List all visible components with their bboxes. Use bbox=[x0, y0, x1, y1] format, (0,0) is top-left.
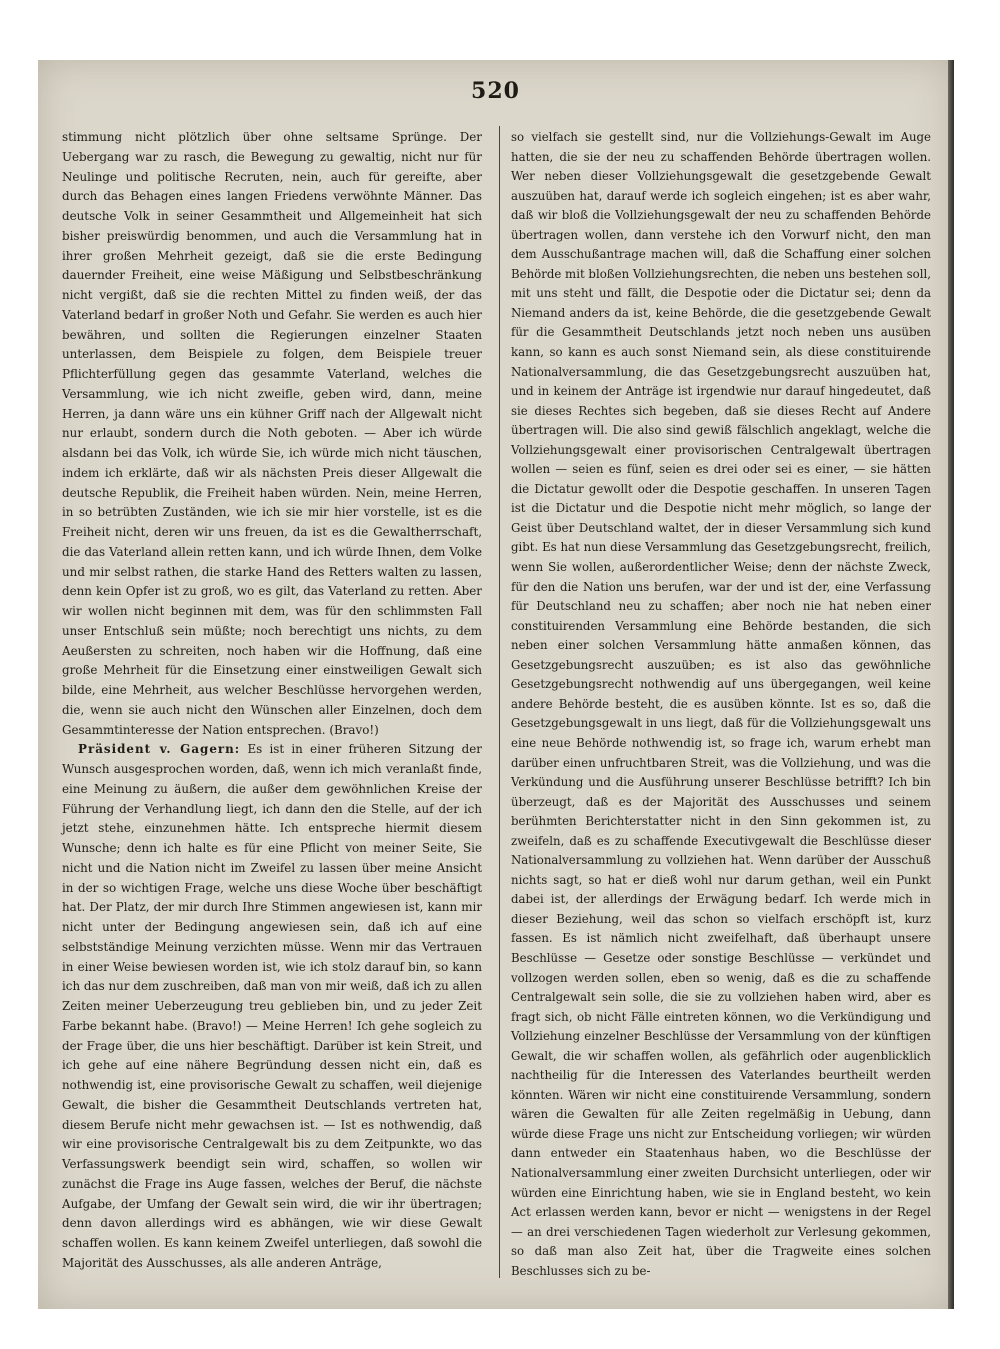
book-spine-edge bbox=[948, 60, 954, 1309]
speaker-text: Es ist in einer früheren Sitzung der Wunsch ausgesprochen worden, daß, wenn ich mich veranlaßt finde, eine Meinung zu äußern, die außer dem gewöhnlichen Kreise der Führung der Verhandlung liegt, ich dann den die Stelle, auf der ich jetzt stehe, einzunehmen hätte. Ich entspreche hiermit diesem Wunsche; denn ich halte es für eine Pflicht von meiner Seite, Sie nicht und die Nation nicht im Zweifel zu lassen über meine Ansicht in der so wichtigen Frage, welche uns diese Woche über beschäftigt hat. Der Platz, der mir durch Ihre Stimmen angewiesen ist, kann mir nicht unter der Bedingung angewiesen sein, daß ich auf eine selbstständige Meinung verzichten müsse. Wenn mir das Vertrauen in einer Weise bewiesen worden ist, wie ich stolz darauf bin, so kann ich das nur dem zuschreiben, daß man von mir weiß, daß ich zu allen Zeiten meiner Ueberzeugung treu geblieben bin, und zu jeder Zeit Farbe bekannt habe. (Bravo!) — Meine Herren! Ich gehe sogleich zu der Frage über, die uns hier beschäftigt. Darüber ist kein Streit, und ich gehe auf eine nähere Begründung dessen nicht ein, daß es nothwendig ist, eine provisorische Gewalt zu schaffen, weil diejenige Gewalt, die bisher die Gesammtheit Deutschlands vertreten hat, diesem Berufe nicht mehr gewachsen ist. — Ist es nothwendig, daß wir eine provisorische Centralgewalt bis zu dem Zeitpunkte, wo das Verfassungswerk beendigt sein wird, schaffen, so wollen wir zunächst die Frage ins Auge fassen, welches der Beruf, die nächste Aufgabe, der Umfang der Gewalt sein wird, die wir ihr übertragen; denn davon allerdings wird es abhängen, wie wir diese Gewalt schaffen wollen. Es kann keinem Zweifel unterliegen, daß sowohl die Majorität des Ausschusses, als alle anderen Anträge, bbox=[62, 742, 482, 1270]
left-column bbox=[62, 128, 482, 1298]
page-number: 520 bbox=[471, 78, 520, 104]
right-paragraph: so vielfach sie gestellt sind, nur die Vollziehungs-Gewalt im Auge hatten, die sie der neu zu schaffenden Behörde übertragen wollen. Wer neben dieser Vollziehungsgewalt die gesetzgebende Gewalt auszuüben hat, darauf werde ich sogleich eingehen; ist es aber wahr, daß wir bloß die Vollziehungsgewalt der neu zu schaffenden Behörde übertragen wollen, dann verstehe ich den Vorwurf nicht, den man dem Ausschußantrage machen will, daß die Schaffung einer solchen Behörde mit bloßen Vollziehungsrechten, die neben uns bestehen soll, mit uns steht und fällt, die Despotie oder die Dictatur sei; denn da Niemand anders da ist, keine Behörde, die die gesetzgebende Gewalt für die Gesammtheit Deutschlands jetzt noch neben uns ausüben kann, so kann es auch sonst Niemand sein, als diese constituirende Nationalversammlung, die das Gesetzgebungsrecht auszuüben hat, und in keinem der Anträge ist irgendwie nur darauf hingedeutet, daß sie dieses Rechtes sich begeben, daß sie dieses Recht auf Andere übertragen will. Die also sind gewiß fälschlich angeklagt, welche die Vollziehungsgewalt einer provisorischen Centralgewalt übertragen wollen — seien es fünf, seien es drei oder sei es einer, — sie hätten die Dictatur gewollt oder die Despotie geschaffen. In unseren Tagen ist die Dictatur und die Despotie nicht mehr möglich, so lange der Geist über Deutschland waltet, der in dieser Versammlung sich kund gibt. Es hat nun diese Versammlung das Gesetzgebungsrecht, freilich, wenn Sie wollen, außerordentlicher Weise; denn der nächste Zweck, für den die Nation uns berufen, war der und ist der, eine Verfassung für Deutschland neu zu schaffen; aber noch nie hat neben einer constituirenden Versammlung eine Behörde bestanden, die sich neben einer solchen Versammlung hätte anmaßen können, das Gesetzgebungsrecht auszuüben; es ist also das gewöhnliche Gesetzgebungsrecht nothwendig auf uns übergegangen, weil keine andere Behörde besteht, die es ausüben könnte. Ist es so, daß die Gesetzgebungsgewalt in uns liegt, daß für die Vollziehungsgewalt uns eine neue Behörde nothwendig ist, so frage ich, warum erhebt man darüber einen unfruchtbaren Streit, was die Vollziehung, und was die Verkündung und die Ausführung unserer Beschlüsse betrifft? Ich bin überzeugt, daß es der Majorität des Ausschusses und seinem berühmten Berichterstatter nicht in den Sinn gekommen ist, zu zweifeln, daß es zu schaffende Executivgewalt die Beschlüsse dieser Nationalversammlung zu vollziehen hat. Wenn darüber der Ausschuß nichts sagt, so hat er dieß wohl nur darum gethan, weil ein Punkt dabei ist, der allerdings der Erwägung bedarf. Ich werde mich in dieser Beziehung, weil das schon so vielfach erschöpft ist, kurz fassen. Es ist nämlich nicht zweifelhaft, daß überhaupt unsere Beschlüsse — Gesetze oder sonstige Beschlüsse — verkündet und vollzogen werden sollen, eben so wenig, daß es die zu schaffende Centralgewalt sein solle, die sie zu vollziehen haben wird, aber es fragt sich, ob nicht Fälle eintreten können, wo die Verkündigung und Vollziehung einzelner Beschlüsse der Versammlung von der künftigen Gewalt, die wir schaffen wollen, als gefährlich oder augenblicklich nachtheilig für die Interessen des Vaterlandes beurtheilt werden könnten. Wären wir nicht eine constituirende Versammlung, sondern wären die Gewalten für alle Zeiten regelmäßig in Uebung, dann würde diese Frage uns nicht zur Entscheidung vorliegen; wir würden dann entweder ein Staatenhaus haben, wo die Beschlüsse der Nationalversammlung einer zweiten Durchsicht unterliegen, oder wir würden eine Einrichtung haben, wie sie in England besteht, wo kein Act erlassen werden kann, bevor er nicht — wenigstens in der Regel — an drei verschiedenen Tagen wiederholt zur Verlesung gekommen, so daß man also Zeit hat, über die Tragweite eines solchen Beschlusses sich zu be- bbox=[511, 130, 931, 1278]
speaker-name: Präsident v. Gagern: bbox=[78, 742, 241, 757]
left-paragraph-continuation: stimmung nicht plötzlich über ohne seltsame Sprünge. Der Uebergang war zu rasch, die Bewegung zu gewaltig, nicht nur für Neulinge und politische Recruten, nein, auch für gereifte, aber durch das Behagen eines langen Friedens verwöhnte Männer. Das deutsche Volk in seiner Gesammtheit und Allgemeinheit hat sich bisher preiswürdig benommen, und auch die Versammlung hat in ihrer großen Mehrheit gezeigt, daß sie die erste Bedingung dauernder Freiheit, eine weise Mäßigung und Selbstbeschränkung nicht vergißt, daß sie die rechten Mittel zu finden weiß, der das Vaterland bedarf in großer Noth und Gefahr. Sie werden es auch hier bewähren, und sollten die Regierungen einzelner Staaten unterlassen, dem Beispiele zu folgen, dem Beispiele treuer Pflichterfüllung gegen das gesammte Vaterland, welches die Versammlung, wie ich nicht zweifle, geben wird, dann, meine Herren, ja dann wäre uns ein kühner Griff nach der Allgewalt nicht nur erlaubt, sondern durch die Noth geboten. — Aber ich würde alsdann bei das Volk, ich würde Sie, ich würde mich nicht täuschen, indem ich erklärte, daß wir als nächsten Preis dieser Allgewalt die deutsche Republik, die Freiheit haben würden. Nein, meine Herren, in so betrübten Zuständen, wie ich sie mir hier vorstelle, ist es die Freiheit nicht, deren wir uns freuen, da ist es die Gewaltherrschaft, die das Vaterland allein retten kann, und ich würde Ihnen, dem Volke und mir selbst rathen, die starke Hand des Retters walten zu lassen, denn kein Opfer ist zu groß, wo es gilt, das Vaterland zu retten. Aber wir wollen nicht beginnen mit dem, was für den schlimmsten Fall unser Entschluß sein müßte; noch berechtigt uns nichts, zu dem Aeußersten zu schreiten, noch haben wir die Hoffnung, daß eine große Mehrheit für die Einsetzung einer einstweiligen Gewalt sich bilde, eine Mehrheit, aus welcher Beschlüsse hervorgehen werden, die, wenn sie auch nicht den Wünschen aller Einzelnen, doch dem Gesammtinteresse der Nation entsprechen. (Bravo!) bbox=[62, 130, 482, 737]
speaker-paragraph bbox=[62, 740, 482, 1273]
column-divider bbox=[499, 126, 500, 1278]
scanned-page bbox=[38, 60, 953, 1309]
right-column bbox=[511, 128, 931, 1298]
